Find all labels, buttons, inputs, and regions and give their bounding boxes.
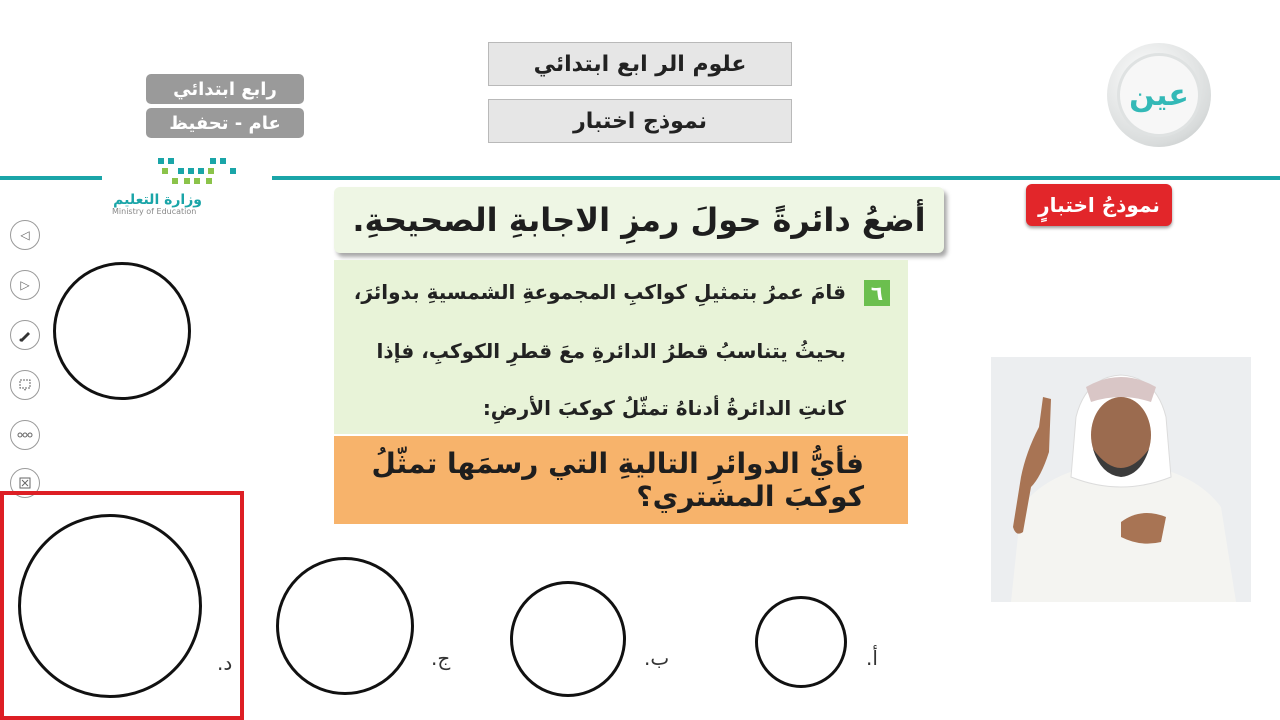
- ministry-logo: [112, 154, 272, 224]
- test-title: نموذج اختبار: [488, 99, 792, 143]
- divider-left: [0, 176, 102, 180]
- presenter-figure: [991, 357, 1251, 602]
- play-icon[interactable]: ▷: [10, 270, 40, 300]
- track-label: عام - تحفيظ: [146, 108, 304, 138]
- pen-icon[interactable]: [10, 320, 40, 350]
- selected-answer-highlight: [0, 491, 244, 720]
- question-line-3: كانتِ الدائرةُ أدناهُ تمثّلُ كوكبَ الأرضِ:: [482, 396, 846, 420]
- screen-icon[interactable]: [10, 370, 40, 400]
- question-number: ٦: [864, 280, 890, 306]
- option-a-circle[interactable]: [755, 596, 847, 688]
- ministry-name-ar: وزارة التعليم: [113, 192, 202, 208]
- test-badge: نموذجُ اختبارٍ: [1026, 184, 1172, 226]
- question-prompt: فأيُّ الدوائرِ التاليةِ التي رسمَها تمثّلُ كوكبَ المشتري؟: [334, 436, 908, 524]
- channel-logo-text: عين: [1117, 53, 1201, 137]
- option-c-circle[interactable]: [276, 557, 414, 695]
- option-c-label: ج.: [431, 646, 451, 670]
- divider-right: [272, 176, 1280, 180]
- option-b-label: ب.: [644, 646, 670, 670]
- question-line-2: بحيثُ يتناسبُ قطرُ الدائرةِ معَ قطرِ الكوكبِ، فإذا: [376, 339, 846, 363]
- grade-label: رابع ابتدائي: [146, 74, 304, 104]
- back-icon[interactable]: ◁: [10, 220, 40, 250]
- more-icon[interactable]: [10, 420, 40, 450]
- option-a-label: أ.: [866, 646, 878, 670]
- question-line-1: قامَ عمرُ بتمثيلِ كواكبِ المجموعةِ الشمسيةِ بدوائرَ،: [353, 280, 846, 304]
- instruction-banner: أضعُ دائرةً حولَ رمزِ الاجابةِ الصحيحةِ.: [334, 187, 944, 253]
- earth-reference-circle: [53, 262, 191, 400]
- option-d-label: د.: [217, 651, 233, 675]
- option-b-circle[interactable]: [510, 581, 626, 697]
- ministry-logo-mark: [112, 154, 272, 190]
- ministry-name-en: Ministry of Education: [112, 207, 197, 216]
- channel-logo: [1107, 43, 1211, 147]
- subject-title: علوم الر ابع ابتدائي: [488, 42, 792, 86]
- question-box: [334, 260, 908, 434]
- presenter-video: [991, 357, 1251, 602]
